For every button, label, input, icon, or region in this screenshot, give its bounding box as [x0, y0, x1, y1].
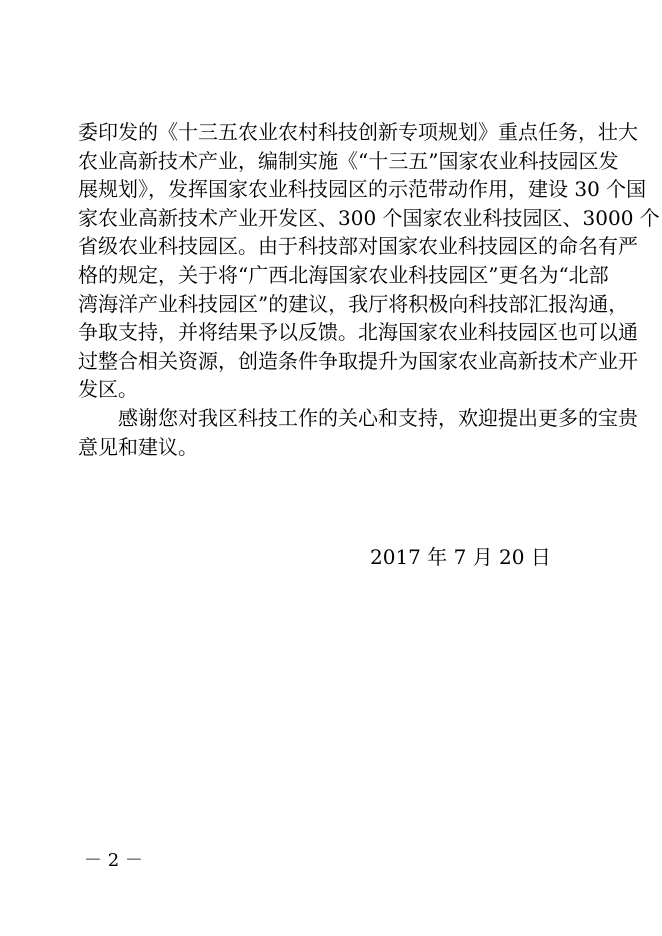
text-line: 委印发的《十三五农业农村科技创新专项规划》重点任务，壮大 — [78, 120, 638, 144]
text-line: 争取支持，并将结果予以反馈。北海国家农业科技园区也可以通 — [78, 320, 638, 345]
text-line: 发区。 — [78, 377, 138, 402]
text-line: 格的规定，关于将“广西北海国家农业科技园区”更名为“北部 — [78, 262, 609, 287]
paragraph-thanks — [78, 404, 638, 461]
text-line: 过整合相关资源，创造条件争取提升为国家农业高新技术产业开 — [78, 348, 638, 373]
document-body — [78, 118, 660, 461]
text-line: 家农业高新技术产业开发区、300 个国家农业科技园区、3000 个 — [78, 205, 660, 230]
text-line: 省级农业科技园区。由于科技部对国家农业科技园区的命名有严 — [78, 234, 638, 259]
text-line: 展规划》，发挥国家农业科技园区的示范带动作用，建设 30 个国 — [78, 177, 647, 202]
text-line: 感谢您对我区科技工作的关心和支持，欢迎提出更多的宝贵 — [118, 405, 638, 430]
document-date: 2017 年 7 月 20 日 — [370, 545, 551, 569]
text-line: 农业高新技术产业，编制实施《“十三五”国家农业科技园区发 — [78, 148, 619, 173]
page-number: － 2 － — [84, 850, 143, 871]
text-line: 意见和建议。 — [78, 434, 198, 459]
text-line: 湾海洋产业科技园区”的建议，我厅将积极向科技部汇报沟通， — [78, 291, 629, 316]
paragraph-reply — [78, 118, 660, 404]
